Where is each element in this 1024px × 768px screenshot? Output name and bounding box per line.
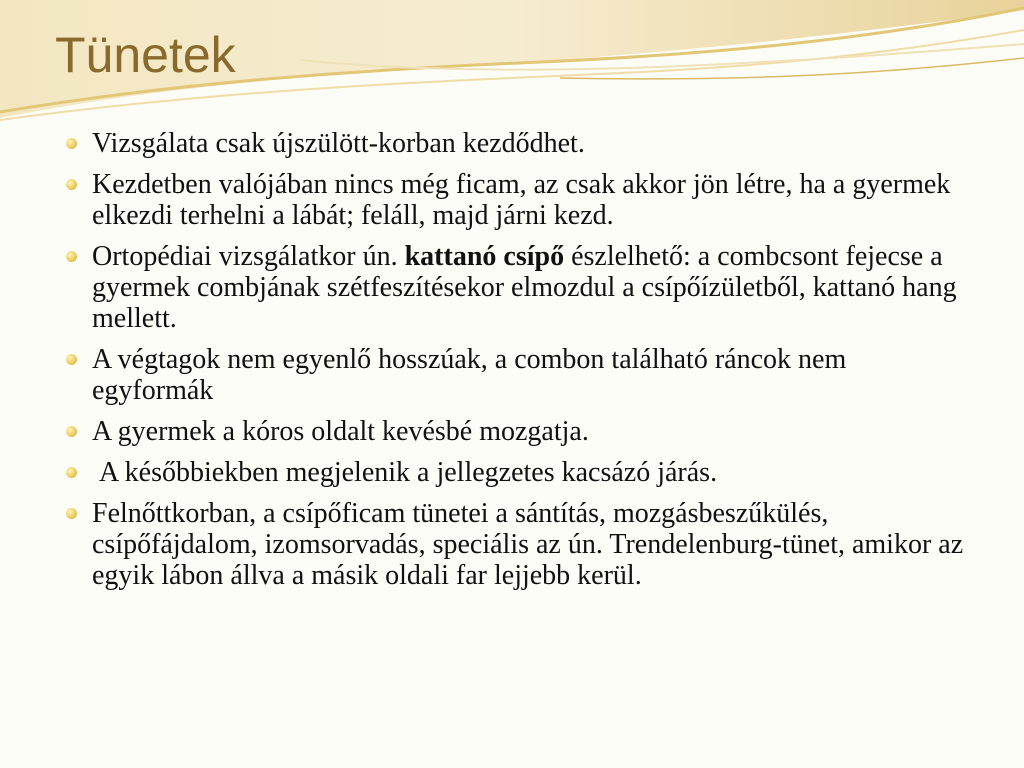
bullet-item	[64, 457, 964, 488]
bullet-item	[64, 169, 964, 231]
bullet-icon	[66, 426, 77, 437]
bullet-item	[64, 416, 964, 447]
bullet-item	[64, 498, 964, 591]
slide-title: Tünetek	[55, 27, 236, 83]
bullet-text: Vizsgálata csak újszülött-korban kezdődhet.	[92, 128, 585, 159]
bullet-icon	[66, 508, 77, 519]
bullet-icon	[66, 354, 77, 365]
bullet-text-after: észlelhető: a combcsont fejecse a gyermek combjának szétfeszítésekor elmozdul a csípőízületből, kattanó hang mellett.	[92, 241, 957, 334]
bullet-icon	[66, 467, 77, 478]
bullet-text: Felnőttkorban, a csípőficam tünetei a sántítás, mozgásbeszűkülés, csípőfájdalom, izomsorvadás, speciális az ún. Trendelenburg-tünet, amikor az egyik lábon állva a másik oldali far lejjebb kerül.	[92, 498, 964, 591]
bullet-text: A későbbiekben megjelenik a jellegzetes kacsázó járás.	[92, 457, 718, 488]
bullet-item	[64, 344, 964, 406]
bullet-text-bold: kattanó csípő	[404, 241, 565, 272]
bullet-item	[64, 241, 964, 334]
bullet-item	[64, 128, 964, 159]
bullet-text: A gyermek a kóros oldalt kevésbé mozgatja.	[92, 416, 589, 447]
bullet-text: Kezdetben valójában nincs még ficam, az csak akkor jön létre, ha a gyermek elkezdi terhelni a lábát; feláll, majd járni kezd.	[92, 169, 951, 231]
bullet-list	[64, 128, 964, 601]
bullet-icon	[66, 138, 77, 149]
bullet-icon	[66, 251, 77, 262]
bullet-icon	[66, 179, 77, 190]
bullet-text: A végtagok nem egyenlő hosszúak, a combon található ráncok nem egyformák	[92, 344, 847, 406]
bullet-text-before: Ortopédiai vizsgálatkor ún.	[92, 241, 405, 272]
